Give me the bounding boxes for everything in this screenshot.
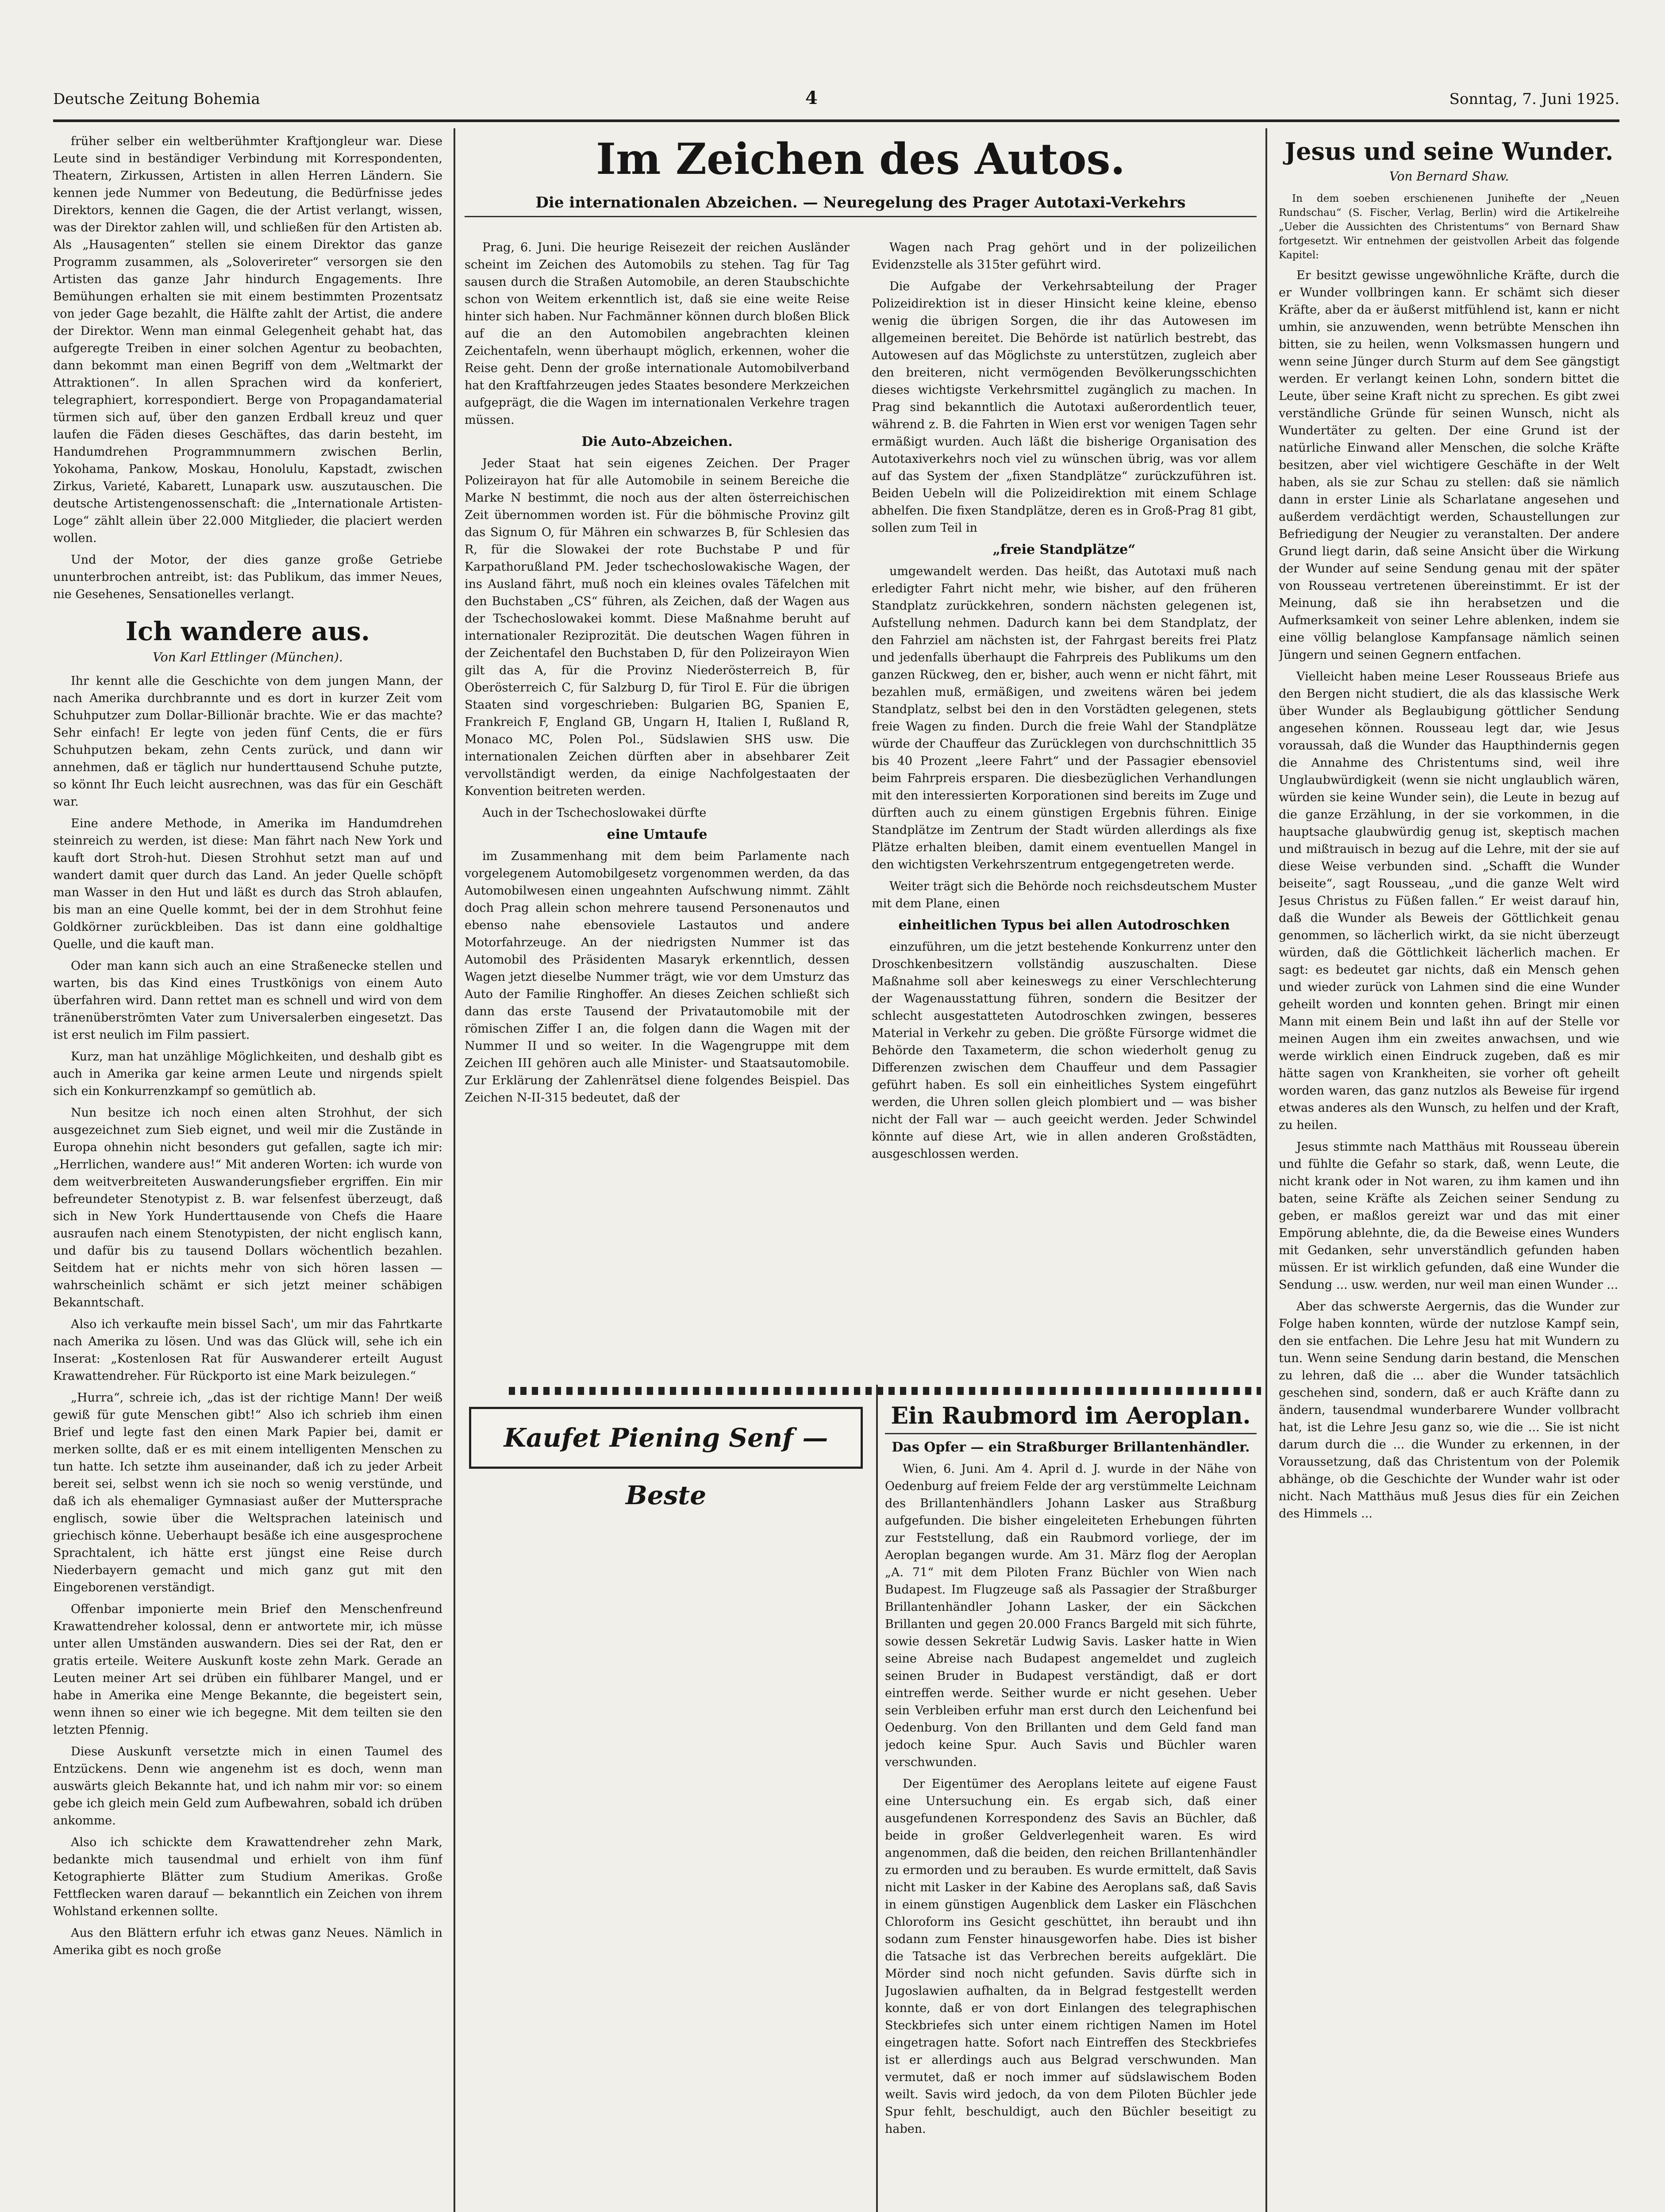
paragraph: Kurz, man hat unzählige Möglichkeiten, und deshalb gibt es auch in Amerika gar keine armen Leute und nirgends spielt sich ein Konkurrenzkampf so gemütlich ab. (53, 1050, 442, 1098)
paragraph: einzuführen, um die jetzt bestehende Konkurrenz unter den Droschkenbesitzern vollständig auszuschalten. Diese Maßnahme soll aber keineswegs zu einer Verschlechterung der Wagenausstattung führen, sondern die Besitzer der schlecht ausgestatteten Autodroschken zwingen, besseres Material in Verkehr zu geben. Die größte Fürsorge widmet die Behörde den Taxameterm, die schon wiederholt genug zu Differenzen zwischen dem Chauffeur und dem Passagier geführt haben. Es soll ein einheitliches System eingeführt werden, die Uhren sollen gleich plombiert und — was bisher nicht der Fall war — auch geeicht werden. Jeder Schwindel könnte auf diese Art, wie in allen anderen Großstädten, ausgeschlossen werden. (872, 940, 1257, 1161)
story-column (885, 1402, 1257, 2212)
paragraph: Aus den Blättern erfuhr ich etwas ganz Neues. Nämlich in Amerika gibt es noch große (53, 1926, 442, 1957)
auto-col-right (872, 239, 1257, 1167)
paragraph: Der Eigentümer des Aeroplans leitete auf eigene Faust eine Untersuchung ein. Es ergab sich, daß einer ausgefundenen Korrespondenz des Savis an Büchler, daß beide in großer Geldverlegenheit waren. Es wird angenommen, daß die beiden, den reichen Brillantenhändler zu ermorden und zu berauben. Es wurde ermittelt, daß Savis nicht mit Lasker in der Kabine des Aeroplans saß, daß Savis in einem günstigen Augenblick dem Lasker ein Fläschchen Chloroform ins Gesicht geschüttet, ihn beraubt und ihn sodann zum Fenster hinausgeworfen habe. Dies ist bisher die Tatsache ist das Verbrechen bereits aufgeklärt. Die Mörder sind noch nicht gefunden. Savis dürfte sich in Jugoslawien aufhalten, da in Belgrad festgestellt werden konnte, daß er von dort Einlangen des telegraphischen Steckbriefes sich unter einem richtigen Namen im Hotel eingetragen hatte. Sofort nach Eintreffen des Steckbriefes ist er allerdings auch aus Belgrad verschwunden. Man vermutet, daß er noch immer auf südslawischem Boden weilt. Savis wird jedoch, da von dem Piloten Büchler jede Spur fehlt, beschuldigt, auch den Büchler beseitigt zu haben. (885, 1777, 1257, 2136)
article-byline: Von Karl Ettlinger (München). (153, 650, 343, 664)
newspaper-page (53, 80, 1619, 2212)
shaw-intro: In dem soeben erschienenen Junihefte der „Neuen Rundschau“ (S. Fischer, Verlag, Berlin) wird die Artikelreihe „Ueber die Aussichten des Christentums“ von Bernard Shaw fortgesetzt. Wir entnehmen der geistvollen Arbeit das folgende Kapitel: (1279, 193, 1619, 261)
paragraph: Offenbar imponierte mein Brief den Menschenfreund Krawattendreher kolossal, denn er antwortete mir, ich müsse unter allen Umständen auswandern. Dies sei der Rat, den er gratis erteile. Weitere Auskunft koste zehn Mark. Gerade an Leuten meiner Art sei drüben ein fühlbarer Mangel, und er habe in Amerika eine Menge Bekannte, die begeistert sein, wenn ihnen so einer wie ich begegne. Mit dem teilten sie den letzten Pfennig. (53, 1602, 442, 1737)
intro-text (53, 133, 442, 603)
senf-ad (469, 1407, 863, 1510)
paragraph: Eine andere Methode, in Amerika im Handumdrehen steinreich zu werden, ist diese: Man fährt nach New York und kauft dort Stroh-hut. Diesen Strohhut setzt man auf und wandert damit quer durch das Land. An jeder Quelle schöpft man Wasser in den Hut und läßt es durch das Stroh ablaufen, bis man an eine Quelle kommt, bei der in dem Strohhut feine Goldkörner zurückbleiben. Das ist dann eine goldhaltige Quelle, und die kauft man. (53, 817, 442, 951)
auto-sub-2: eine Umtaufe (607, 827, 708, 842)
story-subtitle: Das Opfer — ein Straßburger Brillantenhändler. (892, 1440, 1250, 1455)
paragraph: „Hurra“, schreie ich, „das ist der richtige Mann! Der weiß gewiß für gute Menschen gibt!“ Also ich schrieb ihm einen Brief und legte fast den einen Mark Papier bei, damit er merken sollte, daß er es mit einem intelligenten Menschen zu tun hatte. Ich setzte ihm auseinander, daß ich zu jeder Arbeit bereit sei, selbst wenn ich sie noch so wenig verstünde, und daß ich als ehemaliger Gymnasiast außer der Muttersprache englisch, sowie über die Weltsprachen lateinisch und griechisch könne. Ueberhaupt besäße ich eine ausgesprochene Sprachtalent, ich hätte erst jüngst eine Reise durch Niederbayern gemacht und mich ganz gut mit den Eingeborenen verständigt. (53, 1391, 442, 1594)
paragraph: Vielleicht haben meine Leser Rousseaus Briefe aus den Bergen nicht studiert, die als das klassische Werk über Wunder als Beglaubigung göttlicher Sendung angesehen können. Rousseau legt dar, wie Jesus voraussah, daß die Wunder das Haupthindernis gegen die Annahme des Christentums sind, weil ihre Unglaubwürdigkeit (wenn sie nicht unglaublich wären, würden sie keine Wunder sein), die Leute in bezug auf die ganze Erzählung, in der sie vorkommen, in die hauptsache glaubwürdig genug ist, skeptisch machen und mißtrauisch in bezug auf die Lehre, mit der sie auf diese Weise verbunden sind. „Schafft die Wunder beiseite“, sagt Rousseau, „und die ganze Welt wird Jesus Christus zu Füßen fallen.“ Er weist darauf hin, daß die Wunder als Beweis der Göttlichkeit genau genommen, so lächerlich wirkt, da sie nicht überzeugt würden, daß die Göttlichkeit lächerlich machen. Er sagt: es bedeutet gar nichts, daß ein Mensch gehen und wieder zurück von Lahmen sind die eine Wunder geheilt worden und konnten gehen. Bringt mir einen Mann mit einem Bein und laßt ihn auf der Stelle vor meinen Augen ihm ein zweites anwachsen, und wie werde wirklich einen Eindruck zugeben, daß es mir hätte sagen von Krankheiten, sie vorher oft geheilt worden waren, das ganz nutzlos als Beweise für irgend etwas anderes als den Wunsch, zu helfen und der Kraft, zu heilen. (1279, 670, 1619, 1132)
shaw-byline: Von Bernard Shaw. (1389, 169, 1509, 184)
issue-date: Sonntag, 7. Juni 1925. (1449, 90, 1619, 108)
senf-ad-text: Kaufet Piening Senf — Beste (504, 1423, 828, 1510)
paragraph: Also ich schickte dem Krawattendreher zehn Mark, bedankte mich tausendmal und erhielt von ihm fünf Ketographierte Blätter zum Studium Amerikas. Große Fettflecken waren darauf — bekanntlich ein Zeichen von ihrem Wohlstand erkennen sollte. (53, 1836, 442, 1918)
dotted-divider (509, 1387, 1261, 1395)
auto-sub-1: Die Auto-Abzeichen. (581, 434, 733, 449)
paragraph: Diese Auskunft versetzte mich in einen Taumel des Entzückens. Denn wie angenehm ist es doch, wenn man auswärts gleich Bekannte hat, und ich nahm mir vor: so einem gebe ich gleich mein Geld zum Aufbewahren, sobald ich drüben ankomme. (53, 1745, 442, 1828)
paragraph: im Zusammenhang mit dem beim Parlamente nach vorgelegenem Automobilgesetz vorgenommen werden, da das Automobilwesen einen ungeahnten Aufschwung nimmt. Zählt doch Prag allein schon mehrere tausend Personenautos und ebenso nahe ebensoviele Lastautos und andere Motorfahrzeuge. An der niedrigsten Nummer ist das Automobil des Präsidenten Masaryk erkenntlich, dessen Wagen jetzt dieselbe Nummer trägt, wie vor dem Umsturz das Auto der Familie Ringhoffer. An dieses Zeichen schließt sich dann das erste Tausend der Privatautomobile mit der römischen Ziffer I an, die folgen dann die Wagen mit der Nummer II und so weiter. In die Wagengruppe mit dem Zeichen III gehören auch alle Minister- und Staatsautomobile. Zur Erklärung der Zahlenrätsel diene folgendes Beispiel. Das Zeichen N-II-315 bedeutet, daß der (465, 849, 850, 1105)
auto-sub-4: einheitlichen Typus bei allen Autodroschken (898, 918, 1230, 933)
paragraph: Oder man kann sich auch an eine Straßenecke stellen und warten, bis das Kind eines Trustkönigs von einem Auto überfahren wird. Dann rettet man es schnell und wird von dem tränenüberströmten Vater zum Universalerben eingesetzt. Das ist erst neulich im Film passiert. (53, 959, 442, 1042)
paragraph: Aber das schwerste Aergernis, das die Wunder zur Folge haben konnten, würde der nutzlose Kampf sein, den sie entfachen. Die Lehre Jesu hat mit Wundern zu tun. Wenn seine Sendung darin bestand, die Menschen zu lehren, daß die ... aber die Wunder tatsächlich geschehen sind, sondern, daß er auch Kräfte dann zu ändern, tausendmal wunderbarere Wunder vollbracht hat, ist die Lehre Jesu ganz so, wie die ... Sie ist nicht darum durch die ... die Wunder zu erkennen, in der Voraussetzung, daß das Christentum von der Polemik abhänge, ob die Geschichte der Wunder wahr ist oder nicht. Nach Matthäus muß Jesus dies für ein Zeichen des Himmels ... (1279, 1300, 1619, 1521)
paragraph: Jesus stimmte nach Matthäus mit Rousseau überein und fühlte die Gefahr so stark, daß, wenn Leute, die nicht krank oder in Not waren, zu ihm kamen und ihn baten, seine Kräfte als Zeichen seiner Sendung zu geben, er maßlos gereizt war und das mit einer Empörung ablehnte, die, da die Beweise eines Wunders mit Gedanken, sehr unverständlich gefunden haben müssen. Er ist wirklich gefunden, daß eine Wunder die Sendung ... usw. werden, nur weil man einen Wunder ... (1279, 1140, 1619, 1292)
auto-subtitle: Die internationalen Abzeichen. — Neuregelung des Prager Autotaxi-Verkehrs (465, 194, 1257, 217)
auto-col-left (465, 239, 850, 1111)
paragraph: Weiter trägt sich die Behörde noch reichsdeutschem Muster mit dem Plane, einen (872, 879, 1257, 910)
column-4 (1279, 133, 1619, 2212)
paragraph: Nun besitze ich noch einen alten Strohhut, der sich ausgezeichnet zum Sieb eignet, und weil mir die Zustände in Europa ohnehin nicht besonders gut gefallen, sagte ich mir: „Herrlichen, wandere aus!“ Mit anderen Worten: ich wurde von dem weitverbreiteten Auswanderungsfieber ergriffen. Ein mir befreundeter Stenotypist z. B. war felsenfest überzeugt, daß sich in New York Hunderttausende von Chefs die Haare ausraufen nach einem Stenotypisten, der nicht englisch kann, und dafür bis zu tausend Dollars wöchentlich bezahlen. Seitdem hat er nichts mehr von sich hören lassen — wahrscheinlich schämt er sich jetzt meiner schäbigen Bekanntschaft. (53, 1106, 442, 1310)
paragraph: Also ich verkaufte mein bissel Sach', um mir das Fahrtkarte nach Amerika zu lösen. Und was das Glück will, sehe ich ein Inserat: „Kostenlosen Rat für Auswanderer erteilt August Krawattendreher. Für Rückporto ist eine Mark beizulegen.“ (53, 1317, 442, 1383)
auto-title: Im Zeichen des Autos. (596, 134, 1125, 184)
auto-article (465, 133, 1257, 1380)
masthead-left: Deutsche Zeitung Bohemia (53, 90, 260, 108)
article-title: Ich wandere aus. (125, 616, 370, 646)
shaw-title: Jesus und seine Wunder. (1284, 137, 1614, 165)
paragraph: Jeder Staat hat sein eigenes Zeichen. Der Prager Polizeirayon hat für alle Automobile in seinem Bereiche die Marke N bestimmt, die noch aus der alten österreichischen Zeit übernommen worden ist. Für die böhmische Provinz gilt das Signum O, für Mähren ein schwarzes B, für Schlesien das R, für die Slowakei der rote Buchstabe P und für Karpathorußland PM. Jeder tschechoslowakische Wagen, der ins Ausland fährt, muß noch ein kleines ovales Täfelchen mit den Buchstaben „CS“ führen, als Zeichen, daß der Wagen aus der Tschechoslowakei kommt. Diese Maßnahme beruht auf internationaler Reziprozität. Die deutschen Wagen führen in der Zeichentafel den Buchstaben D, für den Polizeirayon Wien gilt das A, für die Provinz Niederösterreich B, für Oberösterreich C, für Salzburg D, für Tirol E. Für die übrigen Staaten sind vorgeschrieben: Bulgarien BG, Spanien E, Frankreich F, England GB, Ungarn H, Italien I, Rußland R, Monaco MC, Polen Pol., Südslawien SHS usw. Die internationalen Zeichen dürften aber in absehbarer Zeit vervollständigt werden, da einige Nachfolgestaaten der Konvention beitreten werden. (465, 457, 850, 798)
paragraph: Und der Motor, der dies ganze große Getriebe ununterbrochen antreibt, ist: das Publikum, das immer Neues, nie Gesehenes, Sensationelles verlangt. (53, 553, 442, 601)
paragraph: Die Aufgabe der Verkehrsabteilung der Prager Polizeidirektion ist in dieser Hinsicht keine kleine, ebenso wenig die übrigen Sorgen, die ihr das Autowesen im allgemeinen bereitet. Die Behörde ist natürlich bestrebt, das Autowesen auf das Möglichste zu unterstützen, zugleich aber den breiteren, nicht vermögenden Bevölkerungsschichten dieses wichtigste Verkehrsmittel zugänglich zu machen. In Prag sind bekanntlich die Autotaxi außerordentlich teuer, während z. B. die Fahrten in Wien erst vor wenigen Tagen sehr ermäßigt wurden. Auch läßt die bisherige Organisation des Autotaxiverkehrs noch viel zu wünschen übrig, was vor allem auf das System der „fixen Standplätze“ zurückzuführen ist. Beiden Uebeln will die Polizeidirektion mit einem Schlage abhelfen. Die fixen Standplätze, deren es in Groß-Prag 81 gibt, sollen zum Teil in (872, 280, 1257, 535)
paragraph: Wagen nach Prag gehört und in der polizeilichen Evidenzstelle als 315ter geführt wird. (872, 241, 1257, 272)
auto-sub-3: „freie Standplätze“ (992, 542, 1136, 557)
column-2-lower (465, 1473, 863, 2203)
column-rule-2 (1265, 128, 1267, 2212)
page-number: 4 (805, 88, 818, 108)
paragraph: Ihr kennt alle die Geschichte von dem jungen Mann, der nach Amerika durchbrannte und es dort in kurzer Zeit vom Schuhputzer zum Dollar-Billionär brachte. Wie er das machte? Sehr einfach! Er legte von jeden fünf Cents, die er fürs Schuhputzen bekam, zehn Cents zurück, und dann wir annehmen, daß er täglich nur hunderttausend Schuhe putzte, so könnt Ihr Euch leicht ausrechnen, was das für ein Geschäft war. (53, 674, 442, 809)
paragraph: Auch in der Tschechoslowakei dürfte (482, 806, 707, 820)
paragraph: früher selber ein weltberühmter Kraftjongleur war. Diese Leute sind in beständiger Verbindung mit Korrespondenten, Theatern, Zirkussen, Artisten in allen Herren Ländern. Sie kennen jede Nummer von Bedeutung, die Bedürfnisse jedes Direktors, kennen die Gagen, die der Artist verlangt, wissen, was der Direktor zahlen will, und schließen für den Artisten ab. Als „Hausagenten“ stellen sie einem Direktor das ganze Programm zusammen, als „Soloverireter“ versorgen sie den Artisten das ganze Jahr hindurch Engagements. Ihre Bemühungen erhalten sie mit einem bestimmten Prozentsatz von jeder Gage bezahlt, die Hälfte zahlt der Artist, die andere der Direktor. Wenn man einmal Gelegenheit gehabt hat, das aufgeregte Treiben in einer solchen Agentur zu beobachten, dann bekommt man einen Begriff von dem „Weltmarkt der Attraktionen“. In allen Sprachen wird da konferiert, telegraphiert, korrespondiert. Berge von Propagandamaterial türmen sich auf, über den ganzen Erdball kreuz und quer laufen die Fäden dieses Geschäftes, das darin besteht, im Handumdrehen Programmnummern zwischen Berlin, Yokohama, Pankow, Moskau, Honolulu, Kapstadt, zwischen Zirkus, Varieté, Kabarett, Lunapark usw. auszutauschen. Die deutsche Artistengenossenschaft: die „Internationale Artisten-Loge“ zählt allein über 22.000 Mitglieder, die placiert werden wollen. (53, 134, 442, 545)
paragraph: Prag, 6. Juni. Die heurige Reisezeit der reichen Ausländer scheint im Zeichen des Automobils zu stehen. Tag für Tag sausen durch die Straßen Automobile, an deren Staubschichte schon von Weitem erkenntlich ist, daß sie eine weite Reise hinter sich haben. Nur Fachmänner können durch bloßen Blick auf die an den Automobilen angebrachten kleinen Zeichentafeln, wenn überhaupt möglich, erkennen, woher die Reise geht. Denn der große internationale Automobilverband hat den Kraftfahrzeugen jedes Staates besondere Merkzeichen aufgeprägt, die die Wagen im internationalen Verkehre tragen müssen. (465, 241, 850, 427)
paragraph: umgewandelt werden. Das heißt, das Autotaxi muß nach erledigter Fahrt nicht mehr, wie bisher, auf den früheren Standplatz zurückkehren, sondern nächsten gelegenen ist, Aufstellung nehmen. Dadurch kann bei dem Standplatz, der den Fahrziel am nächsten ist, der Fahrgast bereits frei Platz und jedenfalls überhaupt die Fahrpreis des Publikums um den ganzen Rückweg, den er, bisher, auch wenn er nicht fährt, mit bezahlen muß, ermäßigen, und zweitens wären bei jedem Standplatz, selbst bei den in den Vorstädten gelegenen, stets freie Wagen zu finden. Durch die freie Wahl der Standplätze würde der Chauffeur das Zurücklegen von durchschnittlich 35 bis 40 Prozent „leere Fahrt“ und der Passagier ebensoviel beim Fahrpreis ersparen. Die diesbezüglichen Verhandlungen mit den interessierten Korporationen sind bereits im Zuge und dürften auch zu einem günstigen Ergebnis führen. Einige Standplätze im Zentrum der Stadt würden allerdings als fixe Plätze erhalten bleiben, damit einem eventuellen Mangel in den wichtigsten Verkehrszentrum entgegengetreten werde. (872, 565, 1257, 872)
column-1 (53, 133, 442, 2212)
article-body (53, 672, 442, 1959)
running-header (53, 80, 1619, 122)
story-title: Ein Raubmord im Aeroplan. (885, 1402, 1257, 1434)
paragraph: Er besitzt gewisse ungewöhnliche Kräfte, durch die er Wunder vollbringen kann. Er schämt sich dieser Kräfte, aber da er äußerst mitfühlend ist, kann er nicht umhin, sie anzuwenden, wenn betrübte Menschen ihn bitten, sie zu heilen, wenn Volksmassen hungern und wenn seine Jünger durch Sturm auf dem See gängstigt werden. Er verlangt keinen Lohn, sondern bittet die Leute, über seine Kraft nicht zu sprechen. Es gibt zwei verständliche Gründe für seinen Wunsch, nicht als Wundertäter zu gelten. Der eine Grund ist der natürliche Einwand aller Menschen, die solche Kräfte besitzen, aber viel wichtigere Geschäfte in der Welt haben, als sie zur Schau zu stellen: daß sie nämlich dann in erster Linie als Scharlatane angesehen und außerdem verdächtigt werden, Schaustellungen zur Befriedigung der Neugier zu veranstalten. Der andere Grund liegt darin, daß seine Ansicht über die Wirkung der Wunder auf seine Sendung genau mit der später von Rousseau vertretenen übereinstimmt. Er ist der Meinung, daß sie ihn herabsetzen und die Aufmerksamkeit von seiner Lehre ablenken, indem sie eine völlig belanglose Kampfansage nämlich seinen Jüngern und seinen Gegnern entfachen. (1279, 269, 1619, 662)
paragraph: Wien, 6. Juni. Am 4. April d. J. wurde in der Nähe von Oedenburg auf freiem Felde der arg verstümmelte Leichnam des Brillantenhändlers Johann Lasker aus Straßburg aufgefunden. Die bisher eingeleiteten Erhebungen führten zur Feststellung, daß ein Raubmord vorliege, der im Aeroplan begangen wurde. Am 31. März flog der Aeroplan „A. 71“ mit dem Piloten Franz Büchler von Wien nach Budapest. Im Flugzeuge saß als Passagier der Straßburger Brillantenhändler Johann Lasker, der ein Säckchen Brillanten und gegen 20.000 Francs Bargeld mit sich führte, sowie dessen Sekretär Ludwig Savis. Lasker hatte in Wien seine Abreise nach Budapest angemeldet und zugleich seinen Bruder in Budapest verständigt, daß er dort eintreffen werde. Seither wurde er nicht gesehen. Ueber sein Verbleiben erfuhr man erst durch den Leichenfund bei Oedenburg. Von den Brillanten und dem Geld fand man jedoch keine Spur. Auch Savis und Büchler waren verschwunden. (885, 1462, 1257, 1769)
column-rule-1 (454, 128, 455, 2212)
column-rule-3 (876, 1385, 878, 2212)
